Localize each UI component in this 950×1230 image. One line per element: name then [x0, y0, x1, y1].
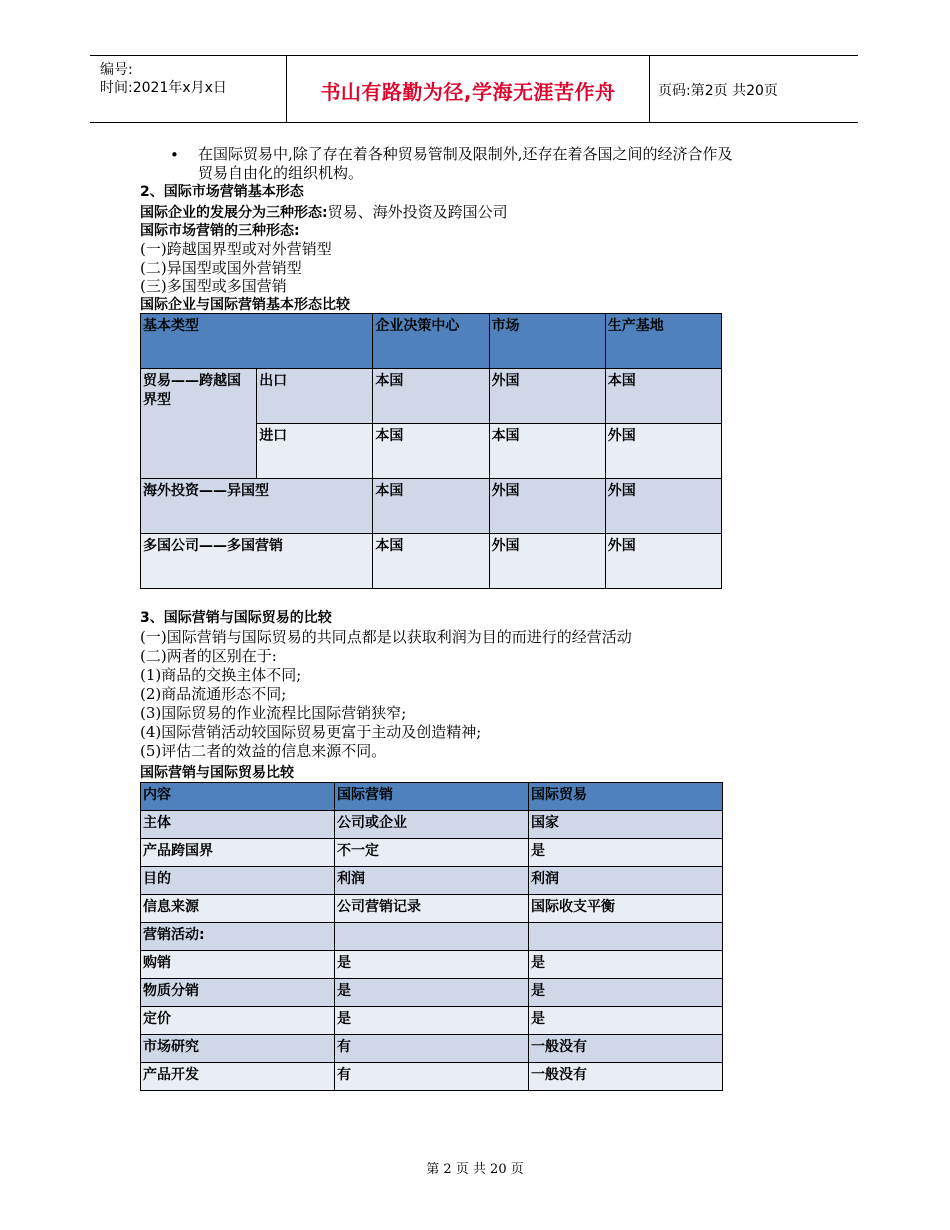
- header-cell: 内容: [141, 783, 335, 811]
- table-row: [141, 534, 722, 589]
- table-cell: 利润: [529, 867, 723, 895]
- table-cell: 是: [335, 951, 529, 979]
- section3-item: (一)国际营销与国际贸易的共同点都是以获取利润为目的而进行的经营活动: [140, 628, 632, 646]
- header-cell: 市场: [489, 314, 605, 369]
- enterprise-lead: 国际企业的发展分为三种形态:: [140, 205, 328, 221]
- section3-item: (4)国际营销活动较国际贸易更富于主动及创造精神;: [140, 723, 482, 741]
- table-cell: 外国: [605, 424, 721, 479]
- table-cell: 定价: [141, 1007, 335, 1035]
- overseas-label-cell: 海外投资——异国型: [141, 479, 373, 534]
- table-cell: 不一定: [335, 839, 529, 867]
- table-cell: 购销: [141, 951, 335, 979]
- multinational-label-cell: 多国公司——多国营销: [141, 534, 373, 589]
- trade-label-cell: 贸易——跨越国界型: [141, 369, 257, 479]
- header-cell: 国际贸易: [529, 783, 723, 811]
- header-cell: 国际营销: [335, 783, 529, 811]
- section3-item: (5)评估二者的效益的信息来源不同。: [140, 742, 387, 760]
- table-header-row: [141, 783, 723, 811]
- table-cell: 有: [335, 1035, 529, 1063]
- table-cell: 本国: [373, 479, 489, 534]
- table-cell: 一般没有: [529, 1035, 723, 1063]
- forms-heading: 国际市场营销的三种形态:: [140, 223, 300, 239]
- form-item: (二)异国型或国外营销型: [140, 259, 302, 277]
- time-label: 时间:2021年x月x日: [100, 80, 227, 96]
- table-cell: 国家: [529, 811, 723, 839]
- bullet-line-1: 在国际贸易中,除了存在着各种贸易管制及限制外,还存在着各国之间的经济合作及: [198, 145, 733, 163]
- marketing-trade-table: [140, 782, 723, 1091]
- table-cell: 是: [529, 979, 723, 1007]
- section3-heading: 3、国际营销与国际贸易的比较: [140, 610, 332, 626]
- section3-item: (二)两者的区别在于:: [140, 647, 277, 665]
- page-header: [90, 55, 858, 123]
- forms-comparison-table: [140, 313, 722, 589]
- table-cell: 是: [529, 839, 723, 867]
- page-info: 页码:第2页 共20页: [658, 83, 778, 99]
- table-cell: 信息来源: [141, 895, 335, 923]
- header-page-cell: [650, 56, 858, 122]
- table-cell: 本国: [605, 369, 721, 424]
- form-item: (一)跨越国界型或对外营销型: [140, 240, 332, 258]
- table-row: [141, 1035, 723, 1063]
- section2-heading: 2、国际市场营销基本形态: [140, 184, 304, 200]
- table-cell: 国际收支平衡: [529, 895, 723, 923]
- enterprise-rest: 贸易、海外投资及跨国公司: [327, 203, 508, 221]
- header-motto-cell: [286, 56, 650, 122]
- table-row: [141, 369, 722, 424]
- table-row: [141, 839, 723, 867]
- table-cell: 产品开发: [141, 1063, 335, 1091]
- section3-item: (2)商品流通形态不同;: [140, 685, 287, 703]
- header-cell: 企业决策中心: [373, 314, 489, 369]
- table-row: [141, 1063, 723, 1091]
- table-row: [141, 895, 723, 923]
- header-cell: 生产基地: [605, 314, 721, 369]
- import-label-cell: 进口: [257, 424, 373, 479]
- table-row: [141, 979, 723, 1007]
- table-cell: 外国: [605, 479, 721, 534]
- export-label-cell: 出口: [257, 369, 373, 424]
- table-cell: [529, 923, 723, 951]
- table-cell: 目的: [141, 867, 335, 895]
- table-cell: 一般没有: [529, 1063, 723, 1091]
- bullet-line-2: 贸易自由化的组织机构。: [198, 164, 364, 182]
- table-cell: 是: [335, 979, 529, 1007]
- table-cell: 主体: [141, 811, 335, 839]
- table-cell: 公司营销记录: [335, 895, 529, 923]
- section3-item: (1)商品的交换主体不同;: [140, 666, 302, 684]
- table-cell: 有: [335, 1063, 529, 1091]
- table-cell: 本国: [373, 424, 489, 479]
- table-cell: 营销活动:: [141, 923, 335, 951]
- header-meta: [90, 56, 286, 122]
- table-row: [141, 951, 723, 979]
- section3-item: (3)国际贸易的作业流程比国际营销狭窄;: [140, 704, 407, 722]
- table-row: [141, 479, 722, 534]
- table-cell: [335, 923, 529, 951]
- table-cell: 物质分销: [141, 979, 335, 1007]
- number-label: 编号:: [100, 62, 133, 78]
- enterprise-forms-line: [140, 203, 508, 222]
- table-header-row: [141, 314, 722, 369]
- table1-title: 国际企业与国际营销基本形态比较: [140, 297, 350, 313]
- bullet-icon: •: [170, 146, 179, 164]
- header-cell: 基本类型: [141, 314, 373, 369]
- table-cell: 是: [335, 1007, 529, 1035]
- table-cell: 产品跨国界: [141, 839, 335, 867]
- table-row: [141, 1007, 723, 1035]
- table-cell: 外国: [605, 534, 721, 589]
- table-row: [141, 923, 723, 951]
- table-cell: 市场研究: [141, 1035, 335, 1063]
- table-row: [141, 867, 723, 895]
- table2-title: 国际营销与国际贸易比较: [140, 765, 294, 781]
- table-cell: 公司或企业: [335, 811, 529, 839]
- page-footer: 第 2 页 共 20 页: [426, 1162, 524, 1177]
- table-row: [141, 811, 723, 839]
- table-cell: 本国: [373, 369, 489, 424]
- motto: 书山有路勤为径,学海无涯苦作舟: [320, 80, 616, 104]
- table-cell: 外国: [489, 479, 605, 534]
- form-item: (三)多国型或多国营销: [140, 277, 287, 295]
- table-cell: 利润: [335, 867, 529, 895]
- table-cell: 外国: [489, 534, 605, 589]
- table-cell: 本国: [373, 534, 489, 589]
- table-cell: 外国: [489, 369, 605, 424]
- table-cell: 是: [529, 1007, 723, 1035]
- table-cell: 本国: [489, 424, 605, 479]
- table-cell: 是: [529, 951, 723, 979]
